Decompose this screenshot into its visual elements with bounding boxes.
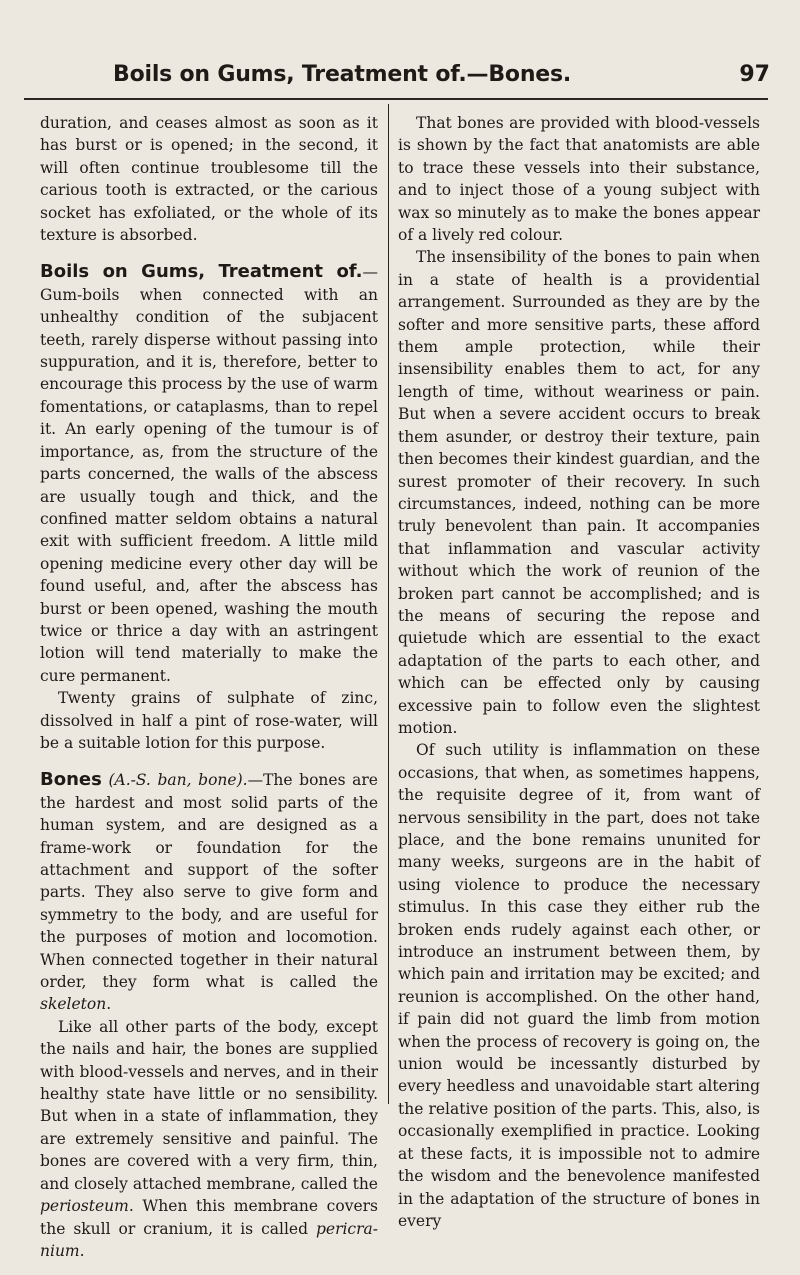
left-column (40, 112, 378, 1262)
bones-p2-text-c: . (79, 1241, 85, 1260)
page-number: 97 (739, 62, 770, 87)
entry-title-boils: Boils on Gums, Treatment of. (40, 261, 363, 283)
entry-boils-on-gums (40, 261, 378, 687)
bones-p2-text-a: Like all other parts of the body, except the nails and hair, the bones are supplied with blood-vessels and nerves, and in their healthy state have little or no sensibility. But when in a state of inflammation, they are extremely sensitive and painful. The bones are covered with a very firm, thin, and closely attached membrane, called the (40, 1017, 378, 1193)
bones-body-text-b: . (106, 995, 112, 1014)
entry-title-bones: Bones (40, 769, 102, 791)
bones-body-text-a: —The bones are the hardest and most solid parts of the human system, and are designed as a frame-work or foundation for the attachment and support of the softer parts. They also serve to give form and symmetry to the body, and are useful for the purposes of motion and locomotion. When connected together in their natural order, they form what is called the (40, 771, 378, 992)
continuation-paragraph: duration, and ceases almost as soon as it has burst or is opened; in the second, it will often continue troublesome till the carious tooth is extracted, or the carious socket has exfoliated, or the whole of its texture is absorbed. (40, 114, 378, 245)
bones-etymology: (A.-S. ban, bone). (108, 771, 248, 790)
right-column (398, 112, 760, 1232)
entry-bones (40, 769, 378, 1015)
bones-p2-text-b: . When this membrane covers the skull or cranium, it is called (40, 1197, 378, 1238)
column-divider (388, 104, 389, 1104)
term-periosteum: periosteum (40, 1197, 129, 1216)
bones-sensibility-paragraph (40, 1016, 378, 1262)
entry-dash: — (362, 263, 378, 282)
running-title: Boils on Gums, Treatment of.—Bones. (113, 62, 572, 87)
inflammation-utility-paragraph: Of such utility is inflammation on these occasions, that when, as sometimes happens, the requisite degree of it, from want of nervous sensibility in the part, does not take place, and the bone remains ununited for many weeks, surgeons are in the habit of using violence to produce the necessary stimulus. In this case they either rub the broken ends rudely against each other, or introduce an instrument between them, by which pain and irritation may be excited; and reunion is accomplished. On the other hand, if pain did not guard the limb from motion when the process of recovery is going on, the union would be incessantly disturbed by every heedless and unavoidable start altering the relative position of the parts. This, also, is occasionally exemplified in practice. Looking at these facts, it is impossible not to admire the wisdom and the benevolence manifested in the adaptation of the structure of bones in every (398, 741, 760, 1230)
insensibility-paragraph: The insensibility of the bones to pain when in a state of health is a providential arrangement. Surrounded as they are by the softer and more sensitive parts, these afford them ample protection, while their insensibility enables them to act, for any length of time, without weariness or pain. But when a severe accident occurs to break them asunder, or destroy their texture, pain then becomes their kindest guardian, and the surest promoter of their recovery. In such circumstances, indeed, nothing can be more truly benevolent than pain. It accompanies that inflammation and vascular activity without which the work of reunion of the broken part cannot be accomplished; and is the means of securing the repose and quietude which are essential to the exact adaptation of the parts to each other, and which can be effected only by causing excessive pain to follow even the slightest motion. (398, 248, 760, 737)
header-rule (24, 98, 768, 100)
boils-body-text: Gum-boils when connected with an unhealthy condition of the subjacent teeth, rarely disperse without passing into suppuration, and it is, therefore, better to encourage this process by the use of warm fomentations, or cataplasms, than to repel it. An early opening of the tumour is of importance, as, from the structure of the parts concerned, the walls of the abscess are usually tough and thick, and the confined matter seldom obtains a natural exit with sufficient freedom. A little mild opening medicine every other day will be found useful, and, after the abscess has burst or been opened, washing the mouth twice or thrice a day with an astringent lotion will tend materially to make the cure permanent. (40, 285, 378, 685)
boils-lotion-paragraph: Twenty grains of sulphate of zinc, dissolved in half a pint of rose-water, will be a suitable lotion for this purpose. (40, 689, 378, 752)
page-header (0, 58, 800, 98)
blood-vessels-paragraph: That bones are provided with blood-vessels is shown by the fact that anatomists are able to trace these vessels into their substance, and to inject those of a young subject with wax so minutely as to make the bones appear of a lively red colour. (398, 114, 760, 245)
term-skeleton: skeleton (40, 995, 107, 1014)
term-pericranium: pericra-nium (40, 1219, 378, 1260)
